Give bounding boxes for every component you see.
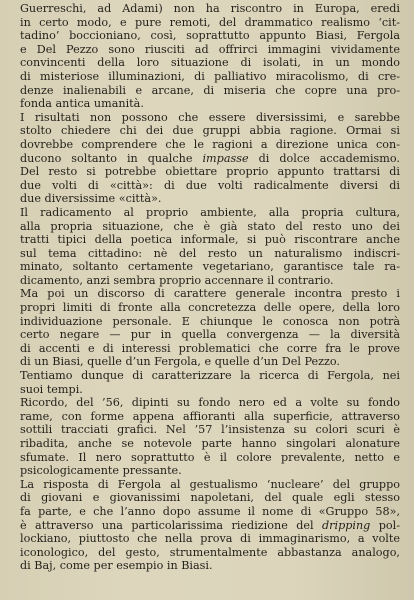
text-line: sul tema cittadino: nè del resto un naturalismo indiscri- — [20, 246, 400, 260]
paragraph — [20, 287, 400, 369]
text-line: dovrebbe comprendere che le ragioni a direzione unica con- — [20, 137, 400, 151]
text-line: propri limiti di fronte alla concretezza delle opere, della loro — [20, 301, 400, 315]
paragraph — [20, 478, 400, 573]
paragraph — [20, 2, 400, 111]
paragraph — [20, 206, 400, 288]
text-line: ribadita, anche se notevole parte hanno singolari alonature — [20, 437, 400, 450]
text-line: I risultati non possono che essere diversissimi, e sarebbe — [20, 110, 400, 124]
paragraph — [20, 396, 400, 478]
text-line: Ma poi un discorso di carattere generale incontra presto i — [20, 287, 400, 301]
text-line: in certo modo, e pure remoti, del drammatico realismo ‘cit- — [20, 15, 400, 29]
text-line: due volti di «città»: di due volti radicalmente diversi di — [20, 178, 400, 192]
text-line: sfumate. Il nero soprattutto è il colore prevalente, netto e — [20, 450, 400, 464]
text-line: iconologico, del gesto, strumentalmente abbastanza analogo, — [20, 545, 400, 559]
text-line: individuazione personale. E chiunque le conosca non potrà — [20, 314, 400, 328]
text-line: fonda antica umanità. — [20, 97, 144, 111]
text-line: di Baj, come per esempio in Biasi. — [20, 559, 213, 573]
text-line: stolto chiedere chi dei due gruppi abbia ragione. Ormai si — [20, 124, 400, 138]
text-line: minato, soltanto certamente vegetariano, garantisce tale ra- — [20, 260, 400, 274]
paragraph — [20, 369, 400, 396]
text-line: Del resto si potrebbe obiettare proprio appunto trattarsi di — [20, 165, 400, 179]
text-line: è attraverso una particolarissima riedizione del dripping pol- — [20, 518, 400, 532]
text-line: e Del Pezzo sono riusciti ad offrirci immagini vividamente — [20, 42, 400, 56]
text-line: di un Biasi, quelle d’un Fergola, e quelle d’un Del Pezzo. — [20, 355, 340, 369]
paragraph — [20, 111, 400, 206]
text-line: tadino’ boccioniano, così, soprattutto appunto Biasi, Fergola — [20, 29, 400, 43]
text-line: alla propria situazione, che è già stato del resto uno dei — [20, 219, 400, 233]
text-line: suoi tempi. — [20, 382, 83, 396]
text-line: di giovani e giovanissimi napoletani, del quale egli stesso — [20, 491, 400, 505]
text-line: La risposta di Fergola al gestualismo ‘nucleare’ del gruppo — [20, 477, 400, 491]
text-line: ducono soltanto in qualche impasse di dolce accademismo. — [20, 151, 400, 165]
text-line: Il radicamento al proprio ambiente, alla propria cultura, — [20, 205, 400, 219]
text-line: Guerreschi, ad Adami) non ha riscontro in Europa, eredi — [20, 2, 400, 15]
text-line: tratti tipici della poetica informale, si può riscontrare anche — [20, 233, 400, 247]
text-line: di accenti e di interessi problematici che corre fra le prove — [20, 341, 400, 355]
text-line: sottili tracciati grafici. Nel ’57 l’insistenza su colori scuri è — [20, 423, 400, 437]
text-line: Ricordo, del ’56, dipinti su fondo nero ed a volte su fondo — [20, 396, 400, 410]
text-line: certo negare — pur in quella convergenza — la diversità — [20, 328, 400, 342]
text-line: fa parte, e che l’anno dopo assume il nome di «Gruppo 58», — [20, 504, 400, 518]
text-line: denze inalienabili e arcane, di miseria che copre una pro- — [20, 83, 400, 97]
text-line: convincenti della loro situazione di isolati, in un mondo — [20, 56, 400, 70]
text-line: di misteriose illuminazioni, di palliativo miracolismo, di cre- — [20, 69, 400, 83]
text-line: lockiano, piuttosto che nella prova di immaginarismo, a volte — [20, 532, 400, 546]
text-line: due diversissime «città». — [20, 192, 162, 206]
text-line: Tentiamo dunque di caratterizzare la ricerca di Fergola, nei — [20, 369, 400, 383]
text-line: psicologicamente pressante. — [20, 464, 182, 478]
text-line: rame, con forme appena affioranti alla superficie, attraverso — [20, 409, 400, 423]
text-line: dicamento, anzi sembra proprio accennare il contrario. — [20, 273, 334, 287]
